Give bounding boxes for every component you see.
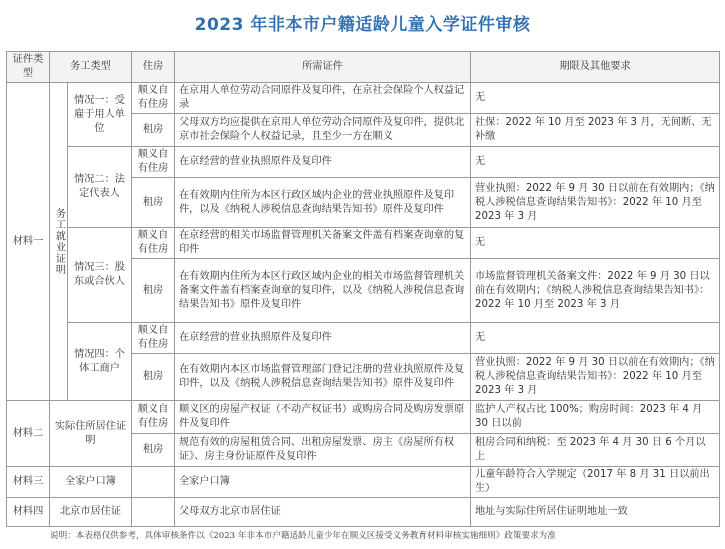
housing-cell: 顺义自有住房 bbox=[132, 323, 175, 354]
housing-cell: 顺义自有住房 bbox=[132, 83, 175, 114]
housing-cell: 顺义自有住房 bbox=[132, 147, 175, 178]
req-cell: 监护人产权占比 100%；购房时间：2023 年 4 月 30 日以前 bbox=[471, 401, 720, 434]
docs-cell: 在京经营的营业执照原件及复印件 bbox=[175, 147, 471, 178]
docs-cell: 顺义区的房屋产权证（不动产权证书）或购房合同及购房发票原件及复印件 bbox=[175, 401, 471, 434]
housing-cell: 顺义自有住房 bbox=[132, 228, 175, 259]
req-cell: 租房合同和纳税：至 2023 年 4 月 30 日 6 个月以上 bbox=[471, 434, 720, 467]
req-cell: 社保：2022 年 10 月至 2023 年 3 月，无间断、无补缴 bbox=[471, 114, 720, 147]
docs-cell: 在有效期内住所为本区行政区域内企业的相关市场监督管理机关备案文件盖有档案查询章的复印件，以及《纳税人涉税信息查询结果告知书》原件及复印件 bbox=[175, 259, 471, 323]
docs-cell: 父母双方均应提供在京用人单位劳动合同原件及复印件，提供北京市社会保险个人权益记录，且至少一方在顺义 bbox=[175, 114, 471, 147]
housing-cell-empty bbox=[132, 498, 175, 527]
docs-cell: 在京经营的营业执照原件及复印件 bbox=[175, 323, 471, 354]
header-doc-type: 证件类型 bbox=[7, 52, 50, 83]
req-cell: 市场监督管理机关备案文件：2022 年 9 月 30 日以前在有效期内；《纳税人涉税信息查询结果告知书》：2022 年 10 月至 2023 年 3 月 bbox=[471, 259, 720, 323]
page-title: 2023 年非本市户籍适龄儿童入学证件审核 bbox=[194, 15, 531, 35]
table-row bbox=[7, 323, 720, 354]
housing-cell: 顺义自有住房 bbox=[132, 401, 175, 434]
header-housing: 住房 bbox=[132, 52, 175, 83]
header-requirements: 期限及其他要求 bbox=[471, 52, 720, 83]
housing-cell: 租房 bbox=[132, 178, 175, 228]
housing-cell-empty bbox=[132, 467, 175, 498]
table-header-row bbox=[7, 52, 720, 83]
material4-label: 材料四 bbox=[7, 498, 50, 527]
housing-cell: 租房 bbox=[132, 434, 175, 467]
docs-cell: 在京经营的相关市场监督管理机关备案文件盖有档案查询章的复印件 bbox=[175, 228, 471, 259]
req-cell: 营业执照：2022 年 9 月 30 日以前在有效期内；《纳税人涉税信息查询结果告知书》：2022 年 10 月至 2023 年 3 月 bbox=[471, 178, 720, 228]
housing-cell: 租房 bbox=[132, 259, 175, 323]
req-cell: 营业执照：2022 年 9 月 30 日以前在有效期内；《纳税人涉税信息查询结果告知书》：2022 年 10 月至 2023 年 3 月 bbox=[471, 354, 720, 401]
material2-group: 实际住所居住证明 bbox=[50, 401, 132, 467]
material2-label: 材料二 bbox=[7, 401, 50, 467]
req-cell: 儿童年龄符合入学规定（2017 年 8 月 31 日以前出生） bbox=[471, 467, 720, 498]
req-cell: 无 bbox=[471, 147, 720, 178]
req-cell: 无 bbox=[471, 83, 720, 114]
table-row bbox=[7, 498, 720, 527]
docs-cell: 父母双方北京市居住证 bbox=[175, 498, 471, 527]
case1-type: 情况一：受雇于用人单位 bbox=[68, 83, 132, 147]
housing-cell: 租房 bbox=[132, 114, 175, 147]
material1-label: 材料一 bbox=[7, 83, 50, 401]
docs-cell: 全家户口簿 bbox=[175, 467, 471, 498]
material4-group: 北京市居住证 bbox=[50, 498, 132, 527]
req-cell: 无 bbox=[471, 228, 720, 259]
docs-cell: 在有效期内本区市场监督管理部门登记注册的营业执照原件及复印件，以及《纳税人涉税信息查询结果告知书》原件及复印件 bbox=[175, 354, 471, 401]
table-row bbox=[7, 228, 720, 259]
table-row bbox=[7, 83, 720, 114]
footnote: 说明：本表格仅供参考，具体审核条件以《2023 年非本市户籍适龄儿童少年在顺义区接受义务教育材料审核实施细则》政策要求为准 bbox=[50, 531, 556, 541]
material3-label: 材料三 bbox=[7, 467, 50, 498]
case4-type: 情况四：个体工商户 bbox=[68, 323, 132, 401]
table-row bbox=[7, 401, 720, 434]
header-work-type: 务工类型 bbox=[50, 52, 132, 83]
material3-group: 全家户口簿 bbox=[50, 467, 132, 498]
table-row bbox=[7, 147, 720, 178]
req-cell: 地址与实际住所居住证明地址一致 bbox=[471, 498, 720, 527]
docs-cell: 规范有效的房屋租赁合同、出租房屋发票、房主《房屋所有权证》、房主身份证原件及复印件 bbox=[175, 434, 471, 467]
review-table bbox=[6, 51, 720, 527]
docs-cell: 在京用人单位劳动合同原件及复印件，在京社会保险个人权益记录 bbox=[175, 83, 471, 114]
housing-cell: 租房 bbox=[132, 354, 175, 401]
req-cell: 无 bbox=[471, 323, 720, 354]
material1-group: 务工就业证明 bbox=[50, 83, 68, 401]
table-row bbox=[7, 467, 720, 498]
case2-type: 情况二：法定代表人 bbox=[68, 147, 132, 228]
case3-type: 情况三：股东或合伙人 bbox=[68, 228, 132, 323]
header-required-docs: 所需证件 bbox=[175, 52, 471, 83]
docs-cell: 在有效期内住所为本区行政区域内企业的营业执照原件及复印件，以及《纳税人涉税信息查询结果告知书》原件及复印件 bbox=[175, 178, 471, 228]
